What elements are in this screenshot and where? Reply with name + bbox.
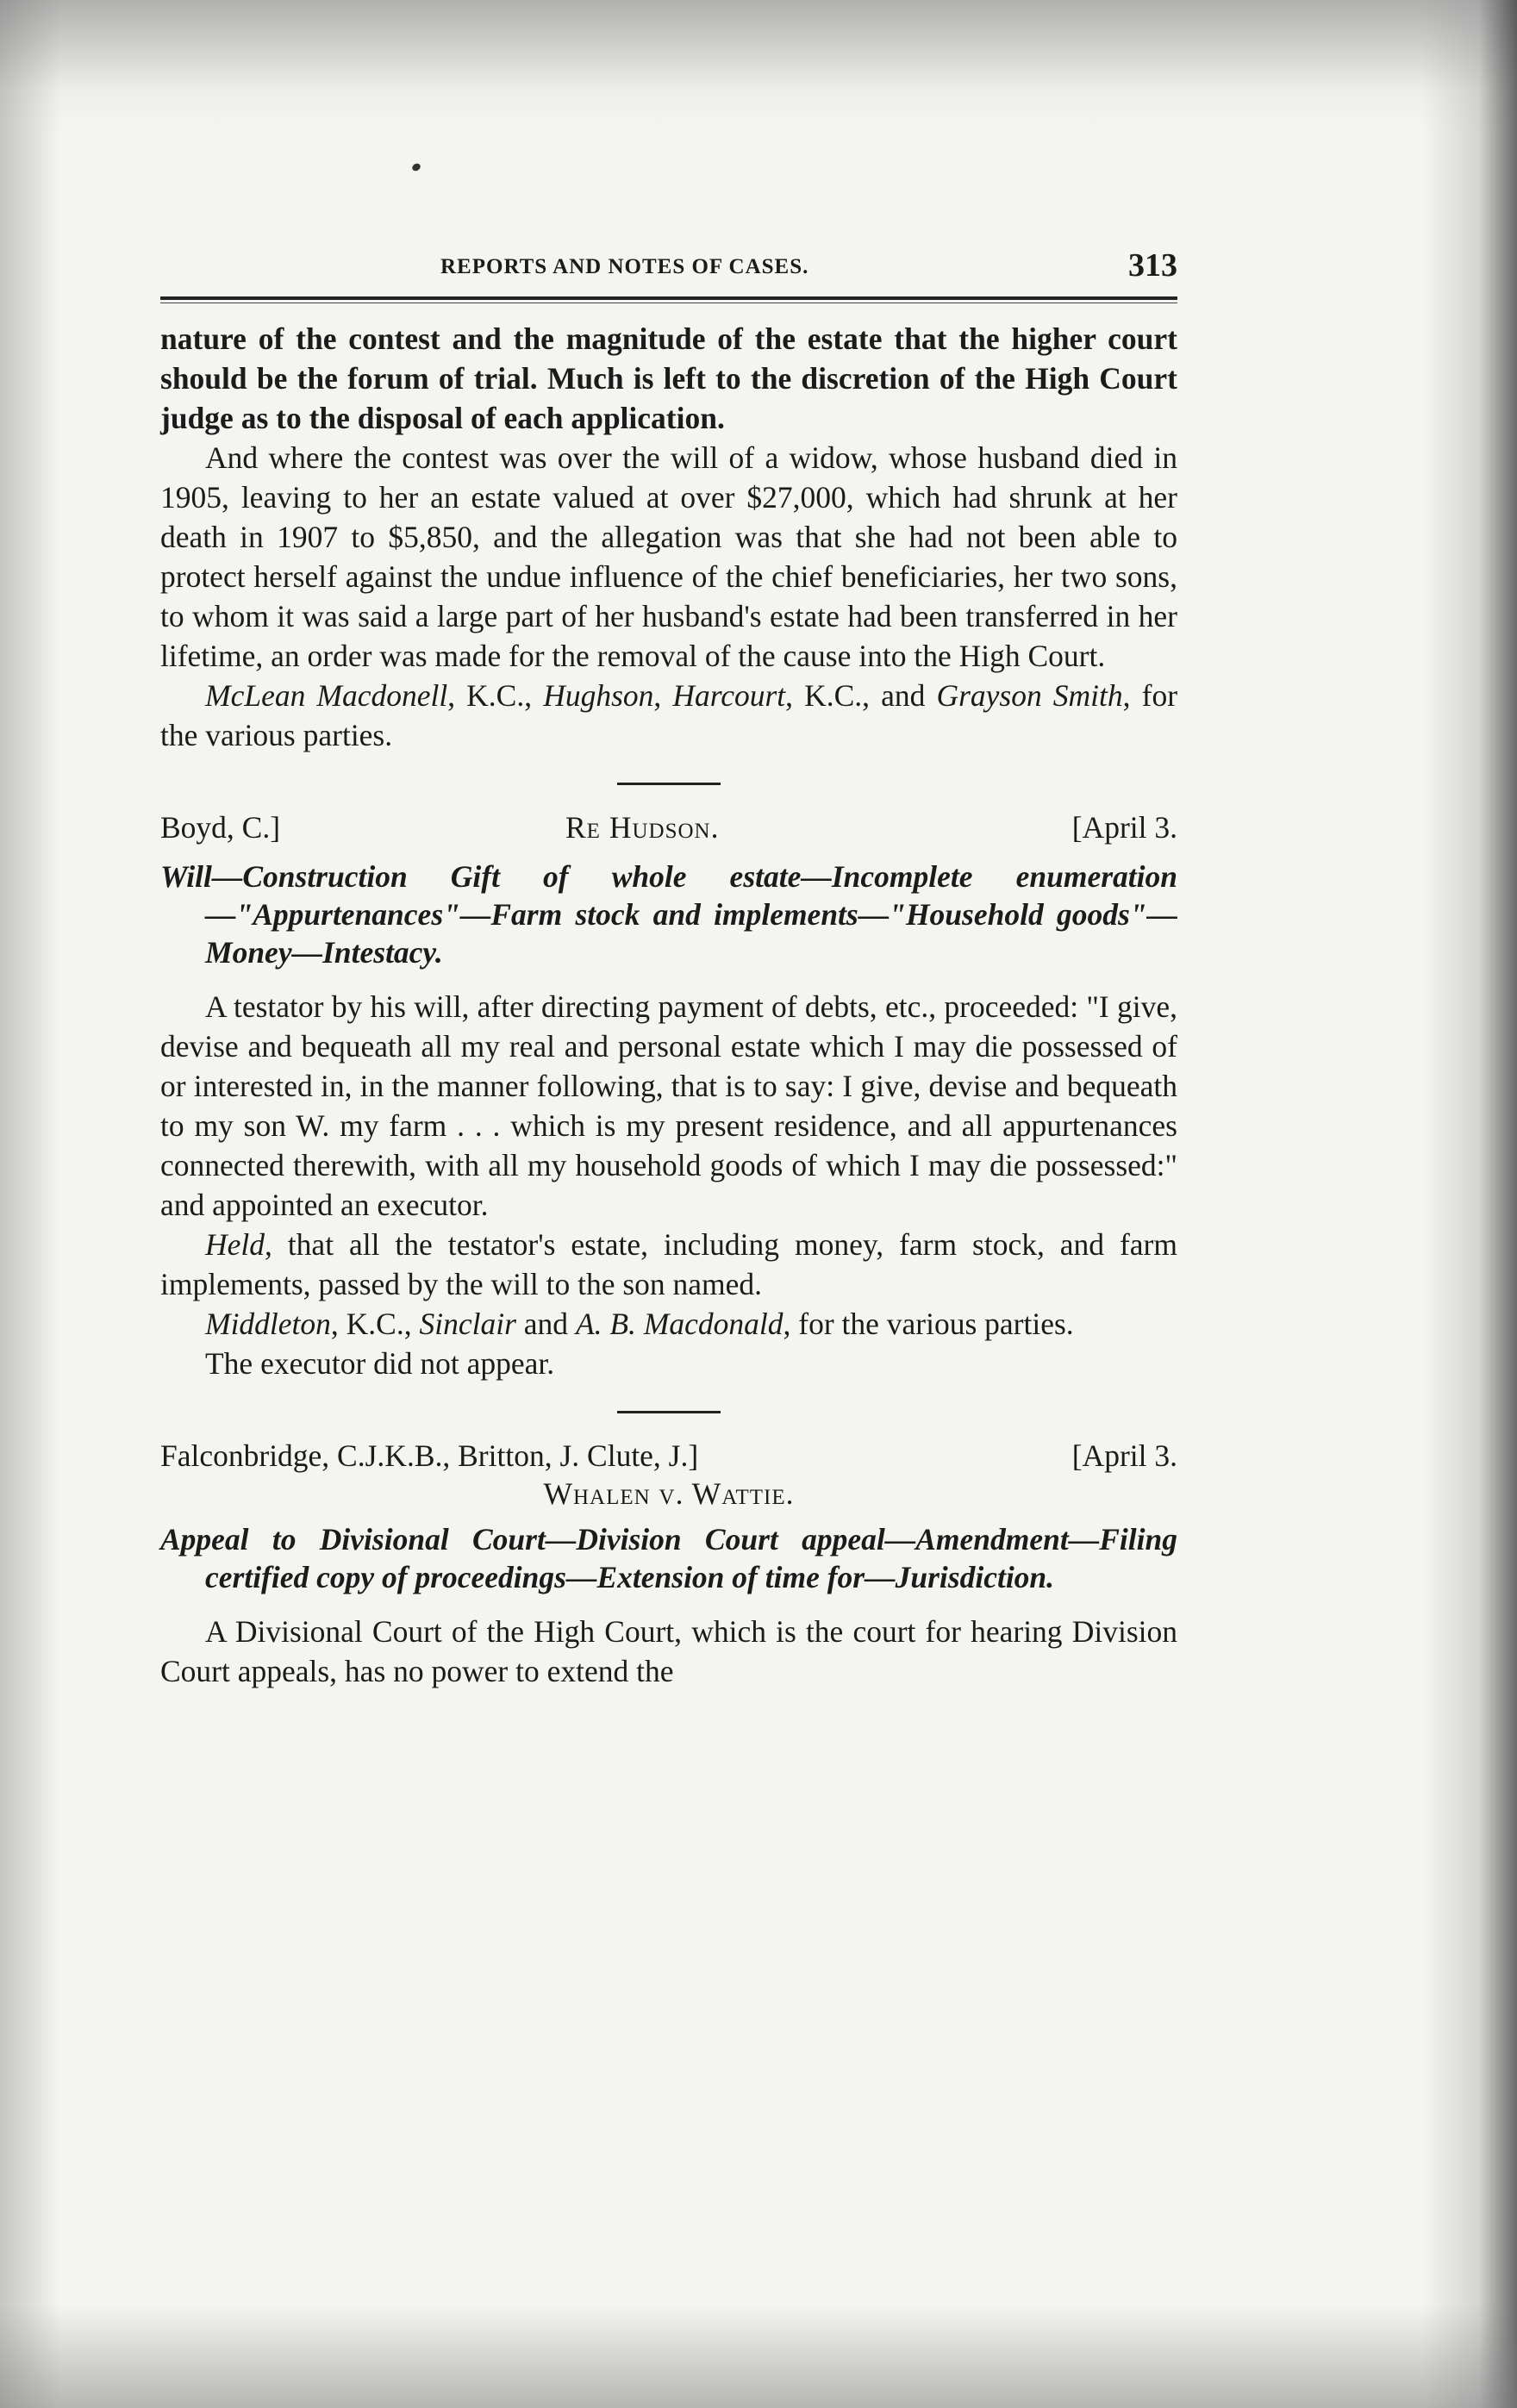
counsel-sep: , K.C., and: [785, 678, 937, 713]
counsel-line: [160, 1304, 1177, 1344]
case-heading-re-hudson: [160, 809, 1177, 852]
case-judge: Boyd, C.]: [160, 810, 281, 845]
running-head: [160, 243, 1177, 291]
running-head-title: REPORTS AND NOTES OF CASES.: [440, 255, 809, 278]
counsel-line: [160, 676, 1177, 755]
counsel-sep: , K.C.,: [330, 1307, 420, 1341]
counsel-name: McLean Macdonell: [205, 678, 448, 713]
counsel-sep: , for the various parties.: [783, 1307, 1074, 1341]
scan-shadow-left: [0, 0, 60, 2408]
catchwords: Appeal to Divisional Court—Division Court appeal—Amendment—Filing certified copy of proceedings—Extension of time for—Jurisdiction.: [160, 1522, 1177, 1594]
executor-note: The executor did not appear.: [205, 1346, 555, 1381]
counsel-name: Harcourt: [672, 678, 786, 713]
carryover-section: [160, 319, 1177, 755]
counsel-name: Grayson Smith: [936, 678, 1123, 713]
counsel-sep: ,: [653, 678, 673, 713]
scan-shadow-bottom: [0, 2305, 1517, 2408]
carryover-paragraph: nature of the contest and the magnitude of the estate that the higher court should be the forum of trial. Much is left to the discretion of the High Court judge as to the disposal of each application.: [160, 321, 1177, 435]
scan-shadow-right: [1422, 0, 1517, 2408]
case-name: Whalen v. Wattie.: [543, 1476, 795, 1511]
held-paragraph: [160, 1225, 1177, 1304]
counsel-name: Hughson: [543, 678, 654, 713]
counsel-name: Middleton: [205, 1307, 331, 1341]
page-number: 313: [1128, 247, 1177, 284]
case-name: Re Hudson.: [565, 810, 720, 845]
headnote-paragraph: A testator by his will, after directing payment of debts, etc., proceeded: "I give, devise and bequeath all my real and personal estate which I may die possessed of or interested in, in the manner following, that is to say: I give, devise and bequeath to my son W. my farm . . . which is my present residence, and all appurtenances connected therewith, with all my household goods of which I may die possessed:" and appointed an executor.: [160, 989, 1177, 1222]
counsel-sep: and: [515, 1307, 576, 1341]
counsel-sep: , for the various parties.: [160, 678, 1178, 752]
paragraph-widow-will: And where the contest was over the will of a widow, whose husband died in 1905, leaving to her an estate valued at over $27,000, which had shrunk at her death in 1907 to $5,850, and the allegation was that she had not been able to protect herself against the undue influence of the chief beneficiaries, her two sons, to whom it was said a large part of her husband's estate had been transferred in her lifetime, an order was made for the removal of the cause into the High Court.: [160, 440, 1177, 673]
counsel-name: Sinclair: [419, 1307, 516, 1341]
page-content: [160, 243, 1177, 1691]
case-date: [April 3.: [1071, 1438, 1177, 1473]
case-heading-whalen: [160, 1438, 1177, 1475]
case-body-re-hudson: [160, 987, 1177, 1383]
held-label: Held: [205, 1227, 265, 1262]
header-rule: [160, 296, 1177, 300]
section-divider: [617, 783, 721, 785]
counsel-sep: , K.C.,: [447, 678, 544, 713]
case-body-whalen: [160, 1612, 1177, 1691]
scan-shadow-top: [0, 0, 1517, 129]
counsel-name: A. B. Macdonald: [575, 1307, 783, 1341]
catchwords: Will—Construction Gift of whole estate—Incomplete enumeration—"Appurtenances"—Farm stock and implements—"Household goods"—Money—Intestacy.: [160, 859, 1177, 970]
case-judges: Falconbridge, C.J.K.B., Britton, J. Clute, J.]: [160, 1438, 699, 1473]
held-text: , that all the testator's estate, including money, farm stock, and farm implements, passed by the will to the son named.: [160, 1227, 1177, 1301]
ink-speck: [411, 162, 422, 172]
headnote-paragraph: A Divisional Court of the High Court, which is the court for hearing Division Court appeals, has no power to extend the: [160, 1614, 1177, 1688]
section-divider: [617, 1411, 721, 1413]
case-date: [April 3.: [1071, 810, 1177, 845]
